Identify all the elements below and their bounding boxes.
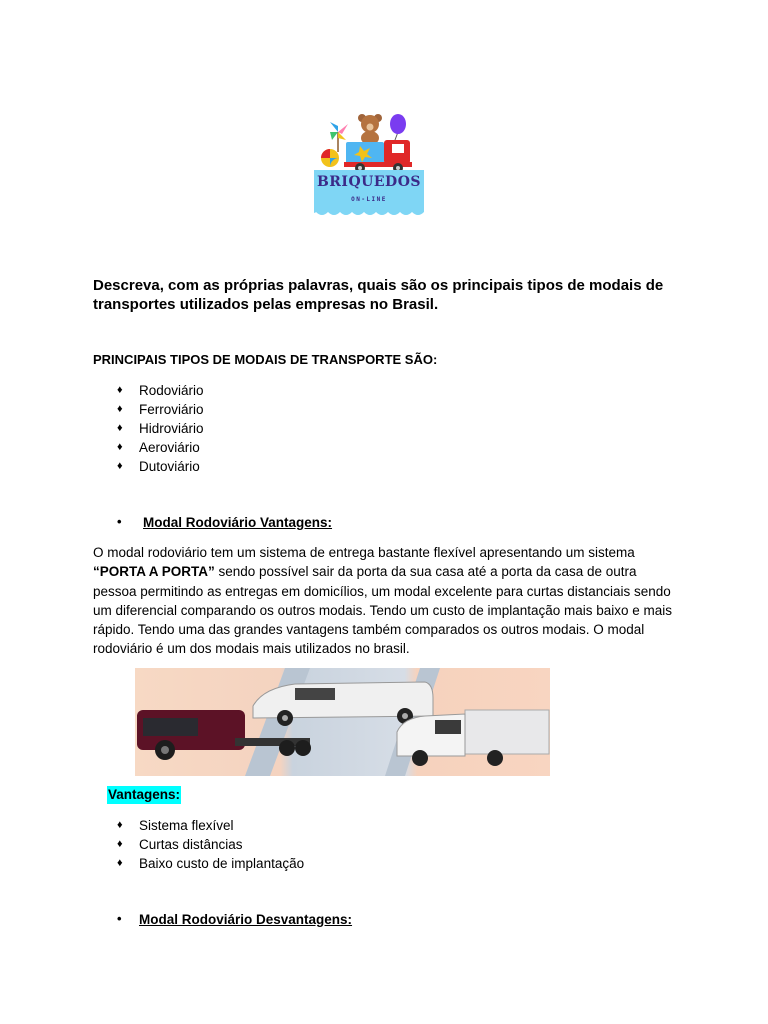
diamond-bullet-icon: ♦ [117, 403, 123, 415]
list-item: ♦ Dutoviário [117, 459, 200, 474]
dot-bullet-icon: • [117, 514, 122, 529]
vantagens-list [117, 816, 305, 873]
list-item: ♦ Curtas distâncias [117, 837, 243, 852]
question-prompt: Descreva, com as próprias palavras, quais são os principais tipos de modais de transportes utilizados pelas empresas no Brasil. [93, 277, 664, 313]
diamond-bullet-icon: ♦ [117, 441, 123, 453]
list-item: ♦ Hidroviário [117, 421, 204, 436]
logo-brand-text: BRIQUEDOS [316, 174, 422, 190]
diamond-bullet-icon: ♦ [117, 819, 123, 831]
diamond-bullet-icon: ♦ [117, 857, 123, 869]
modais-list [117, 381, 204, 476]
porta-a-porta-emphasis: “PORTA A PORTA” [93, 564, 215, 580]
list-item: ♦ Rodoviário [117, 383, 204, 398]
list-item: ♦ Aeroviário [117, 440, 200, 455]
diamond-bullet-icon: ♦ [117, 422, 123, 434]
list-item: ♦ Baixo custo de implantação [117, 856, 305, 871]
section-vantagens-heading: Modal Rodoviário Vantagens: [143, 515, 333, 530]
list-item: ♦ Sistema flexível [117, 818, 234, 833]
diamond-bullet-icon: ♦ [117, 460, 123, 472]
principais-heading: PRINCIPAIS TIPOS DE MODAIS DE TRANSPORTE SÃO: [93, 352, 438, 367]
road-vehicles-image [135, 668, 550, 776]
dot-bullet-icon: • [117, 911, 122, 926]
list-item: ♦ Ferroviário [117, 402, 204, 417]
vantagens-highlight-label: Vantagens: [108, 787, 181, 802]
diamond-bullet-icon: ♦ [117, 838, 123, 850]
body-paragraph: O modal rodoviário tem um sistema de entrega bastante flexível apresentando um sistema “PORTA A PORTA” sendo possível sair da porta da sua casa até a porta da casa de outra pessoa permitindo as entregas em domicílios, um modal excelente para curtas distanciais sendo um diferencial comparando os outros modais. Tendo um custo de implantação mais baixo e mais rápido. Tendo uma das grandes vantagens também comparados os outros modais. O modal rodoviário é um dos modais mais utilizados no brasil. [93, 545, 673, 657]
brand-logo [312, 110, 426, 220]
section-desvantagens-heading: Modal Rodoviário Desvantagens: [139, 912, 353, 927]
logo-tagline: ON-LINE [351, 196, 387, 203]
diamond-bullet-icon: ♦ [117, 384, 123, 396]
vehicles-photo [135, 668, 550, 776]
toy-truck-logo-graphic [312, 110, 426, 220]
